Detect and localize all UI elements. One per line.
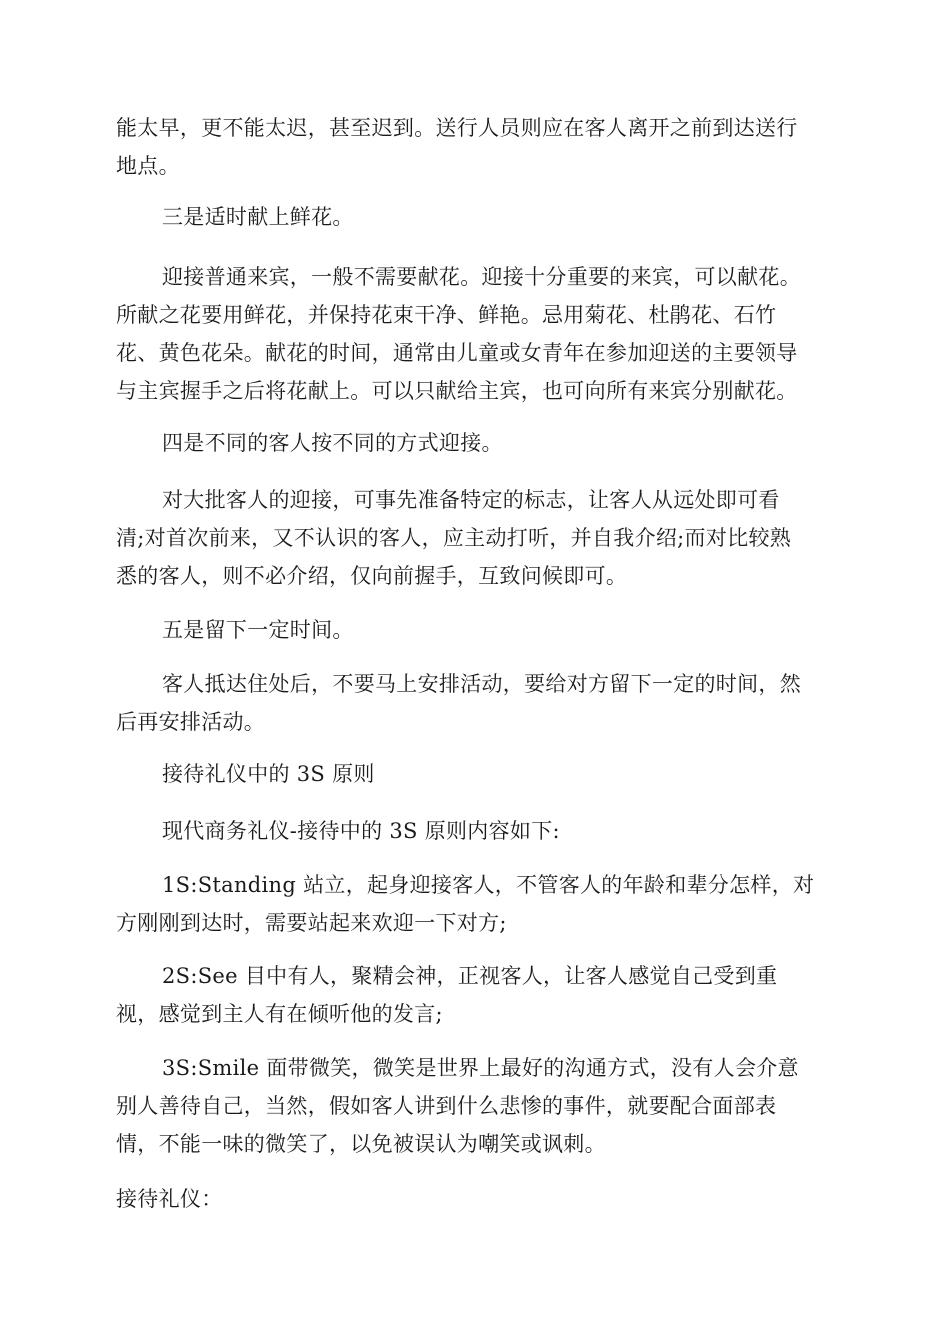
text-line: 接待礼仪中的 3S 原则 xyxy=(162,762,375,786)
text-line: 迎接普通来宾，一般不需要献花。迎接十分重要的来宾，可以献花。 xyxy=(162,265,801,289)
text-line: 1S:Standing 站立，起身迎接客人，不管客人的年龄和辈分怎样，对 xyxy=(162,873,815,897)
paragraph-3s-smile xyxy=(116,1049,836,1163)
paragraph-different-guests-detail xyxy=(116,481,836,595)
text-line: 情，不能一味的微笑了，以免被误认为嘲笑或讽刺。 xyxy=(116,1132,606,1156)
text-line: 客人抵达住处后，不要马上安排活动，要给对方留下一定的时间，然 xyxy=(162,672,801,696)
paragraph-farewell-timing xyxy=(116,109,836,185)
text-line: 清;对首次前来，又不认识的客人，应主动打听，并自我介绍;而对比较熟 xyxy=(116,526,792,550)
text-line: 方刚刚到达时，需要站起来欢迎一下对方; xyxy=(116,911,507,935)
text-line: 悉的客人，则不必介绍，仅向前握手，互致问候即可。 xyxy=(116,564,628,588)
text-line: 能太早，更不能太迟，甚至迟到。送行人员则应在客人离开之前到达送行 xyxy=(116,116,798,140)
paragraph-3s-intro xyxy=(116,812,836,850)
text-line: 对大批客人的迎接，可事先准备特定的标志，让客人从远处即可看 xyxy=(162,488,780,512)
paragraph-heading-time xyxy=(116,611,836,649)
text-line: 别人善待自己，当然，假如客人讲到什么悲惨的事件，就要配合面部表 xyxy=(116,1094,777,1118)
text-line: 三是适时献上鲜花。 xyxy=(162,205,354,229)
text-line: 与主宾握手之后将花献上。可以只献给主宾，也可向所有来宾分别献花。 xyxy=(116,379,798,403)
text-line: 3S:Smile 面带微笑，微笑是世界上最好的沟通方式，没有人会介意 xyxy=(162,1056,799,1080)
text-line: 花、黄色花朵。献花的时间，通常由儿童或女青年在参加迎送的主要领导 xyxy=(116,341,798,365)
paragraph-1s-standing xyxy=(116,866,836,942)
text-line: 视，感觉到主人有在倾听他的发言; xyxy=(116,1002,443,1026)
paragraph-heading-reception xyxy=(116,1180,836,1218)
text-line: 四是不同的客人按不同的方式迎接。 xyxy=(162,431,503,455)
text-line: 五是留下一定时间。 xyxy=(162,618,354,642)
paragraph-time-detail xyxy=(116,665,836,741)
text-line: 接待礼仪： xyxy=(116,1187,223,1211)
text-line: 后再安排活动。 xyxy=(116,710,266,734)
text-line: 地点。 xyxy=(116,154,180,178)
paragraph-heading-different-guests xyxy=(116,424,836,462)
paragraph-heading-flowers xyxy=(116,198,836,236)
paragraph-heading-3s xyxy=(116,755,836,793)
text-line: 所献之花要用鲜花，并保持花束干净、鲜艳。忌用菊花、杜鹃花、石竹 xyxy=(116,303,777,327)
paragraph-flowers-detail xyxy=(116,258,836,410)
text-line: 2S:See 目中有人，聚精会神，正视客人，让客人感觉自己受到重 xyxy=(162,964,778,988)
paragraph-2s-see xyxy=(116,957,836,1033)
text-line: 现代商务礼仪-接待中的 3S 原则内容如下: xyxy=(162,819,560,843)
